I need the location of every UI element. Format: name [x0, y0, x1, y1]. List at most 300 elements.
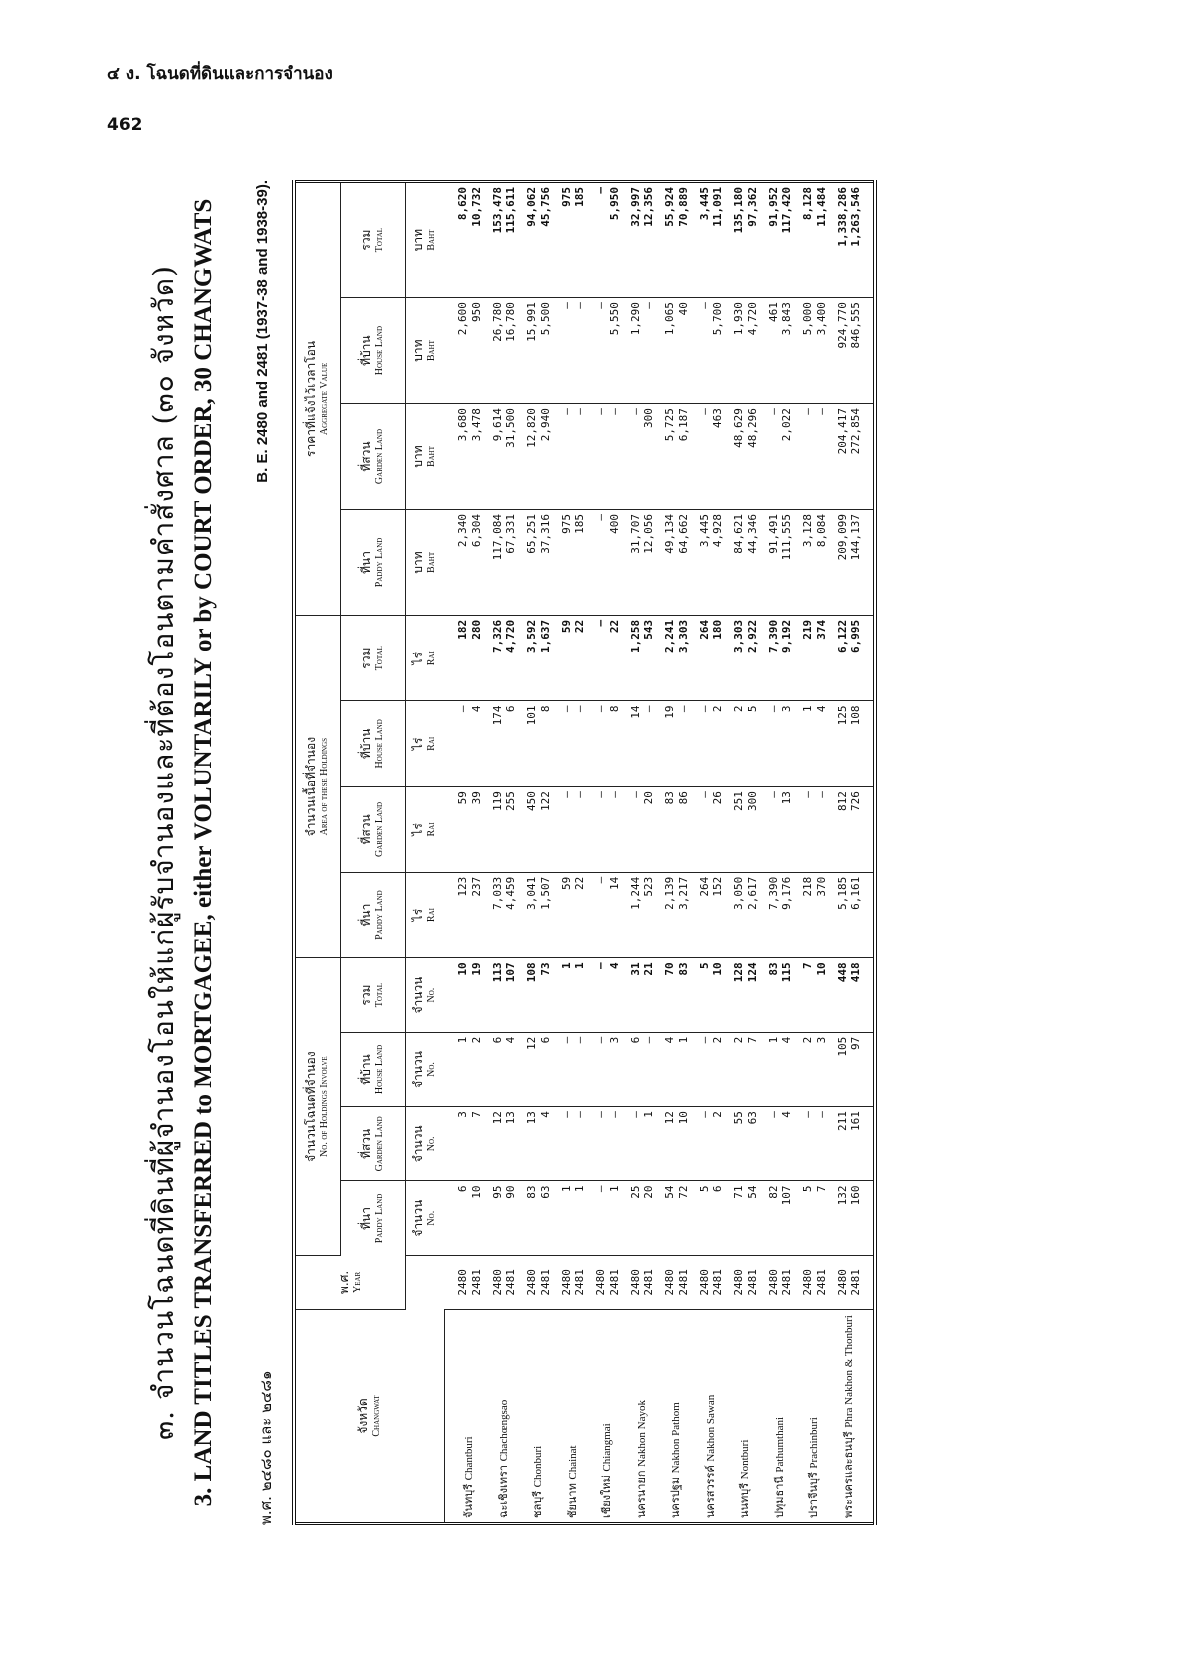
cell-value: 463 [711, 408, 725, 428]
changwat-cell [798, 1309, 833, 1523]
cell-value: 22 [573, 619, 587, 634]
cell-rai-total [444, 615, 487, 701]
cell-value: 64,662 [676, 513, 690, 554]
year-value: 2480 [697, 1269, 711, 1296]
cell-value: — [801, 408, 814, 415]
cell-no-house [556, 1032, 591, 1106]
changwat-cell [591, 1309, 626, 1523]
cell-value: 14 [607, 876, 621, 890]
cell-value: 6,304 [469, 513, 483, 548]
cell-baht-garden [625, 404, 660, 510]
cell-rai-paddy [487, 872, 522, 958]
year-value: 2480 [835, 1269, 849, 1296]
year-value: 2481 [642, 1269, 656, 1296]
changwat-cell [487, 1309, 522, 1523]
changwat-english: Chachœngsao [497, 1399, 510, 1462]
cell-value: 12 [525, 1036, 538, 1051]
cell-value: 9,176 [780, 876, 794, 910]
cell-value: 924,770 [835, 302, 849, 349]
cell-value: 5,550 [607, 302, 621, 336]
cell-no-total [444, 958, 487, 1032]
changwat-cell [556, 1309, 591, 1523]
area-house-header: ที่บ้าน House Land [341, 701, 406, 787]
changwat-thai: พระนครและธนบุรี [841, 1431, 855, 1518]
cell-value: 1,244 [628, 876, 642, 910]
year-value: 2481 [780, 1269, 794, 1296]
cell-value: 2 [711, 1036, 725, 1044]
cell-value: 97,362 [745, 187, 759, 227]
changwat-english: Nakhon Sawan [704, 1394, 717, 1462]
unit-no: จำนวน No. [406, 1107, 445, 1181]
cell-value: 13 [504, 1111, 518, 1125]
holdings-total-header: รวม Total [341, 958, 406, 1032]
year-cell [625, 1255, 660, 1309]
header-group-row [294, 182, 341, 1524]
cell-value: 83 [676, 962, 690, 976]
cell-value: 6 [455, 1185, 469, 1193]
cell-rai-paddy [832, 872, 875, 958]
unit-no: จำนวน No. [406, 1181, 445, 1255]
cell-value: 846,555 [849, 302, 863, 349]
year-header: พ.ศ. Year [294, 1255, 406, 1309]
section-title: ๔ ง. โฉนดที่ดินและการจำนอง [107, 64, 333, 84]
cell-baht-total [694, 182, 729, 298]
cell-value: 115 [780, 962, 794, 983]
cell-value: 9,614 [490, 408, 504, 442]
area-paddy-header: ที่นา Paddy Land [341, 872, 406, 958]
cell-no-total [625, 958, 660, 1032]
cell-value: 2,340 [455, 513, 469, 548]
cell-value: — [594, 187, 607, 194]
cell-value: 83 [525, 1185, 538, 1199]
cell-rai-garden [556, 787, 591, 873]
cell-baht-house [694, 298, 729, 404]
cell-baht-house [763, 298, 798, 404]
cell-no-total [660, 958, 695, 1032]
changwat-thai: ฉะเชิงเทรา [496, 1464, 510, 1518]
cell-rai-paddy [763, 872, 798, 958]
cell-value: 3,050 [732, 876, 745, 910]
cell-no-garden [832, 1107, 875, 1181]
cell-value: 3,478 [469, 408, 483, 442]
cell-no-garden [798, 1107, 833, 1181]
cell-rai-garden [625, 787, 660, 873]
cell-no-paddy [591, 1181, 626, 1255]
cell-rai-house [444, 701, 487, 787]
cell-value: — [628, 791, 642, 798]
cell-value: 1 [642, 1111, 656, 1118]
cell-rai-house [487, 701, 522, 787]
cell-baht-total [729, 182, 764, 298]
cell-baht-paddy [444, 509, 487, 615]
cell-no-garden [487, 1107, 522, 1181]
cell-value: 3 [780, 705, 794, 713]
cell-value: — [455, 705, 469, 713]
cell-value: 55 [732, 1111, 745, 1125]
cell-value: — [801, 791, 814, 798]
cell-value: 174 [490, 705, 504, 726]
cell-rai-garden [798, 787, 833, 873]
cell-value: 6,995 [849, 619, 863, 653]
cell-value: — [766, 791, 780, 798]
year-cell [763, 1255, 798, 1309]
year-value: 2481 [676, 1269, 690, 1296]
cell-value: — [594, 962, 607, 969]
year-cell [729, 1255, 764, 1309]
cell-value: 65,251 [525, 513, 538, 554]
cell-value: 72 [676, 1185, 690, 1199]
cell-value: 4 [663, 1036, 676, 1044]
cell-value: 1,263,546 [849, 187, 863, 247]
cell-value: 13 [525, 1111, 538, 1125]
cell-value: — [594, 513, 607, 521]
cell-value: 70 [663, 962, 676, 976]
cell-value: — [559, 705, 573, 713]
cell-value: — [766, 408, 780, 415]
cell-value: 7 [814, 1185, 828, 1193]
cell-value: 108 [525, 962, 538, 983]
cell-value: 153,478 [490, 187, 504, 234]
unit-baht: บาท Baht [406, 509, 445, 615]
cell-value: 5 [697, 962, 711, 969]
cell-no-garden [763, 1107, 798, 1181]
cell-value: 107 [780, 1185, 794, 1206]
cell-no-garden [591, 1107, 626, 1181]
table-row [444, 182, 487, 1524]
cell-rai-house [556, 701, 591, 787]
cell-value: 49,134 [663, 513, 676, 554]
cell-value: 135,180 [732, 187, 745, 234]
cell-baht-garden [591, 404, 626, 510]
cell-value: 91,952 [766, 187, 780, 227]
cell-value: 101 [525, 705, 538, 726]
cell-value: 7,326 [490, 619, 504, 653]
cell-value: 10 [711, 962, 725, 976]
year-cell [832, 1255, 875, 1309]
cell-rai-house [798, 701, 833, 787]
cell-value: 48,296 [745, 408, 759, 448]
table-row [832, 182, 875, 1524]
changwat-thai: นครสวรรค์ [703, 1465, 717, 1518]
cell-value: — [594, 1185, 607, 1193]
cell-value: 10 [455, 962, 469, 976]
year-value: 2481 [469, 1269, 483, 1296]
cell-value: 2,617 [745, 876, 759, 910]
cell-baht-total [487, 182, 522, 298]
cell-value: 3,445 [697, 187, 711, 221]
cell-value: 12 [663, 1111, 676, 1125]
table-row [556, 182, 591, 1524]
cell-baht-house [625, 298, 660, 404]
cell-value: — [594, 1036, 607, 1044]
table-row [660, 182, 695, 1524]
changwat-english: Pathumthani [773, 1416, 786, 1473]
cell-value: 1 [573, 1185, 587, 1193]
cell-no-house [591, 1032, 626, 1106]
cell-baht-house [591, 298, 626, 404]
table-row [763, 182, 798, 1524]
years-english: B. E. 2480 and 2481 (1937-38 and 1938-39). [254, 180, 271, 483]
cell-no-garden [556, 1107, 591, 1181]
cell-value: 8 [538, 705, 552, 713]
cell-baht-garden [798, 404, 833, 510]
cell-value: 1 [801, 705, 814, 713]
cell-value: 4,720 [504, 619, 518, 653]
cell-value: 1 [607, 1185, 621, 1193]
changwat-cell [660, 1309, 695, 1523]
changwat-cell [694, 1309, 729, 1523]
cell-value: 82 [766, 1185, 780, 1199]
cell-value: 8,084 [814, 513, 828, 548]
cell-value: — [573, 791, 587, 798]
cell-value: 160 [849, 1185, 863, 1206]
cell-baht-house [556, 298, 591, 404]
table-body [444, 182, 875, 1524]
cell-value: 20 [642, 1185, 656, 1199]
value-total-header: รวม Total [341, 182, 406, 298]
cell-value: 132 [835, 1185, 849, 1206]
cell-value: 255 [504, 791, 518, 811]
cell-baht-paddy [556, 509, 591, 615]
cell-value: 543 [642, 619, 656, 640]
cell-value: 3,592 [525, 619, 538, 653]
cell-value: 1,637 [538, 619, 552, 653]
cell-value: 4,928 [711, 513, 725, 548]
cell-value: — [766, 1111, 780, 1118]
cell-no-paddy [444, 1181, 487, 1255]
cell-value: — [697, 791, 711, 798]
cell-value: 4,720 [745, 302, 759, 336]
value-paddy-header: ที่นา Paddy Land [341, 509, 406, 615]
cell-baht-garden [487, 404, 522, 510]
changwat-thai: ปทุมธานี [772, 1476, 786, 1518]
cell-no-paddy [660, 1181, 695, 1255]
cell-value: 9,192 [780, 619, 794, 653]
unit-no: จำนวน No. [406, 958, 445, 1032]
cell-value: 117,420 [780, 187, 794, 234]
page-number: 462 [107, 115, 143, 135]
cell-value: — [766, 705, 780, 713]
cell-baht-house [660, 298, 695, 404]
table-row [522, 182, 557, 1524]
changwat-cell [763, 1309, 798, 1523]
cell-value: 3,128 [801, 513, 814, 548]
cell-no-house [522, 1032, 557, 1106]
cell-value: 161 [849, 1111, 863, 1132]
changwat-header: จังหวัด Changwat [294, 1309, 444, 1523]
cell-no-garden [694, 1107, 729, 1181]
cell-baht-paddy [729, 509, 764, 615]
cell-value: 1,507 [538, 876, 552, 910]
cell-rai-paddy [556, 872, 591, 958]
cell-baht-house [487, 298, 522, 404]
cell-value: 6,122 [835, 619, 849, 653]
changwat-english: Phra Nakhon & Thonburi [842, 1315, 855, 1428]
cell-value: — [801, 1111, 814, 1118]
cell-no-paddy [487, 1181, 522, 1255]
cell-no-total [556, 958, 591, 1032]
cell-value: 31,707 [628, 513, 642, 554]
changwat-cell [729, 1309, 764, 1523]
cell-no-house [625, 1032, 660, 1106]
table-title-english: 3. LAND TITLES TRANSFERRED to MORTGAGEE, either VOLUNTARILY or by COURT ORDER, 30 CHANGWATS [190, 198, 217, 1507]
year-value: 2480 [525, 1269, 538, 1296]
cell-baht-garden [832, 404, 875, 510]
cell-baht-garden [444, 404, 487, 510]
cell-baht-paddy [625, 509, 660, 615]
changwat-english: Nakhon Nayok [635, 1400, 648, 1467]
cell-value: 450 [525, 791, 538, 811]
cell-baht-total [591, 182, 626, 298]
cell-value: 4 [469, 705, 483, 713]
cell-no-house [694, 1032, 729, 1106]
cell-no-house [763, 1032, 798, 1106]
cell-value: 812 [835, 791, 849, 811]
cell-rai-total [556, 615, 591, 701]
cell-value: — [594, 876, 607, 884]
cell-value: 22 [573, 876, 587, 890]
year-value: 2480 [490, 1269, 504, 1296]
cell-value: 12,820 [525, 408, 538, 448]
cell-no-house [487, 1032, 522, 1106]
cell-value: 1,065 [663, 302, 676, 336]
cell-value: 300 [745, 791, 759, 811]
year-value: 2480 [594, 1269, 607, 1296]
cell-value: 5 [697, 1185, 711, 1193]
cell-rai-garden [763, 787, 798, 873]
cell-value: 1 [573, 962, 587, 969]
year-cell [798, 1255, 833, 1309]
cell-no-paddy [556, 1181, 591, 1255]
page-header [107, 60, 333, 135]
table-row [798, 182, 833, 1524]
cell-value: 2,022 [780, 408, 794, 442]
cell-value: — [573, 705, 587, 713]
cell-value: 300 [642, 408, 656, 428]
holdings-group-header: จำนวนโฉนดที่จำนอง No. of Holdings Involve [294, 958, 341, 1255]
cell-value: 21 [642, 962, 656, 976]
cell-value: 2,600 [455, 302, 469, 336]
cell-value: 3,680 [455, 408, 469, 442]
cell-value: 2,940 [538, 408, 552, 442]
cell-baht-total [444, 182, 487, 298]
cell-value: 182 [455, 619, 469, 640]
cell-rai-house [522, 701, 557, 787]
cell-baht-paddy [694, 509, 729, 615]
year-unit-blank [406, 1255, 445, 1309]
cell-rai-house [660, 701, 695, 787]
cell-baht-house [522, 298, 557, 404]
cell-no-paddy [522, 1181, 557, 1255]
cell-value: 70,889 [676, 187, 690, 227]
unit-rai: ไร่ Rai [406, 872, 445, 958]
cell-value: 180 [711, 619, 725, 640]
area-garden-header: ที่สวน Garden Land [341, 787, 406, 873]
changwat-english: Chiangmai [601, 1423, 614, 1472]
year-value: 2481 [504, 1269, 518, 1296]
cell-value: 185 [573, 513, 587, 534]
cell-rai-garden [591, 787, 626, 873]
cell-value: 128 [732, 962, 745, 983]
cell-value: 6 [628, 1036, 642, 1044]
cell-value: 975 [559, 187, 573, 207]
cell-value: 3,843 [780, 302, 794, 336]
table-row [591, 182, 626, 1524]
cell-value: 11,484 [814, 187, 828, 227]
cell-rai-total [591, 615, 626, 701]
cell-value: 1,290 [628, 302, 642, 336]
year-cell [487, 1255, 522, 1309]
table-title-thai: ๓. จำนวนโฉนดที่ดินที่ผู้จำนองโอนให้แก่ผู้รับจำนองและที่ต้องโอนตามคำสั่งศาล (๓๐ จังหวัด) [147, 265, 180, 1440]
cell-value: 1,930 [732, 302, 745, 336]
changwat-thai: ชลบุรี [531, 1490, 545, 1518]
cell-value: — [559, 302, 573, 309]
cell-value: 1 [559, 1185, 573, 1193]
cell-baht-house [798, 298, 833, 404]
cell-value: 115,611 [504, 187, 518, 234]
cell-value: 5,725 [663, 408, 676, 442]
cell-value: 4 [814, 705, 828, 713]
cell-rai-garden [487, 787, 522, 873]
cell-value: 152 [711, 876, 725, 897]
cell-value: 25 [628, 1185, 642, 1199]
cell-value: — [594, 705, 607, 713]
cell-value: 113 [490, 962, 504, 983]
cell-value: 2 [469, 1036, 483, 1044]
cell-value: — [594, 408, 607, 415]
cell-no-garden [444, 1107, 487, 1181]
value-house-header: ที่บ้าน House Land [341, 298, 406, 404]
cell-value: 218 [801, 876, 814, 897]
cell-value: 19 [663, 705, 676, 719]
cell-value: 3,303 [732, 619, 745, 653]
cell-rai-paddy [444, 872, 487, 958]
cell-baht-paddy [798, 509, 833, 615]
changwat-cell [625, 1309, 660, 1523]
cell-value: — [697, 705, 711, 713]
changwat-thai: จันทบุรี [462, 1483, 476, 1518]
changwat-english: Nakhon Pathom [670, 1402, 683, 1474]
cell-baht-paddy [763, 509, 798, 615]
unit-rai: ไร่ Rai [406, 615, 445, 701]
cell-rai-garden [694, 787, 729, 873]
table-row [694, 182, 729, 1524]
cell-value: 73 [538, 962, 552, 976]
cell-value: 3,217 [676, 876, 690, 910]
cell-baht-total [556, 182, 591, 298]
cell-value: 5,000 [801, 302, 814, 336]
unit-rai: ไร่ Rai [406, 787, 445, 873]
year-value: 2481 [745, 1269, 759, 1296]
cell-value: — [814, 1111, 828, 1118]
cell-value: — [697, 1036, 711, 1044]
cell-value: 37,316 [538, 513, 552, 554]
changwat-thai: นครปฐม [669, 1476, 683, 1518]
cell-value: — [628, 408, 642, 415]
unit-baht: บาท Baht [406, 182, 445, 298]
year-value: 2480 [801, 1269, 814, 1296]
changwat-english: Chantburi [463, 1436, 476, 1481]
cell-value: 219 [801, 619, 814, 640]
area-total-header: รวม Total [341, 615, 406, 701]
cell-value: — [697, 408, 711, 415]
cell-value: 122 [538, 791, 552, 811]
cell-value: 4 [504, 1036, 518, 1044]
cell-value: 90 [504, 1185, 518, 1199]
cell-value: — [573, 1036, 587, 1044]
cell-baht-garden [556, 404, 591, 510]
cell-rai-total [522, 615, 557, 701]
